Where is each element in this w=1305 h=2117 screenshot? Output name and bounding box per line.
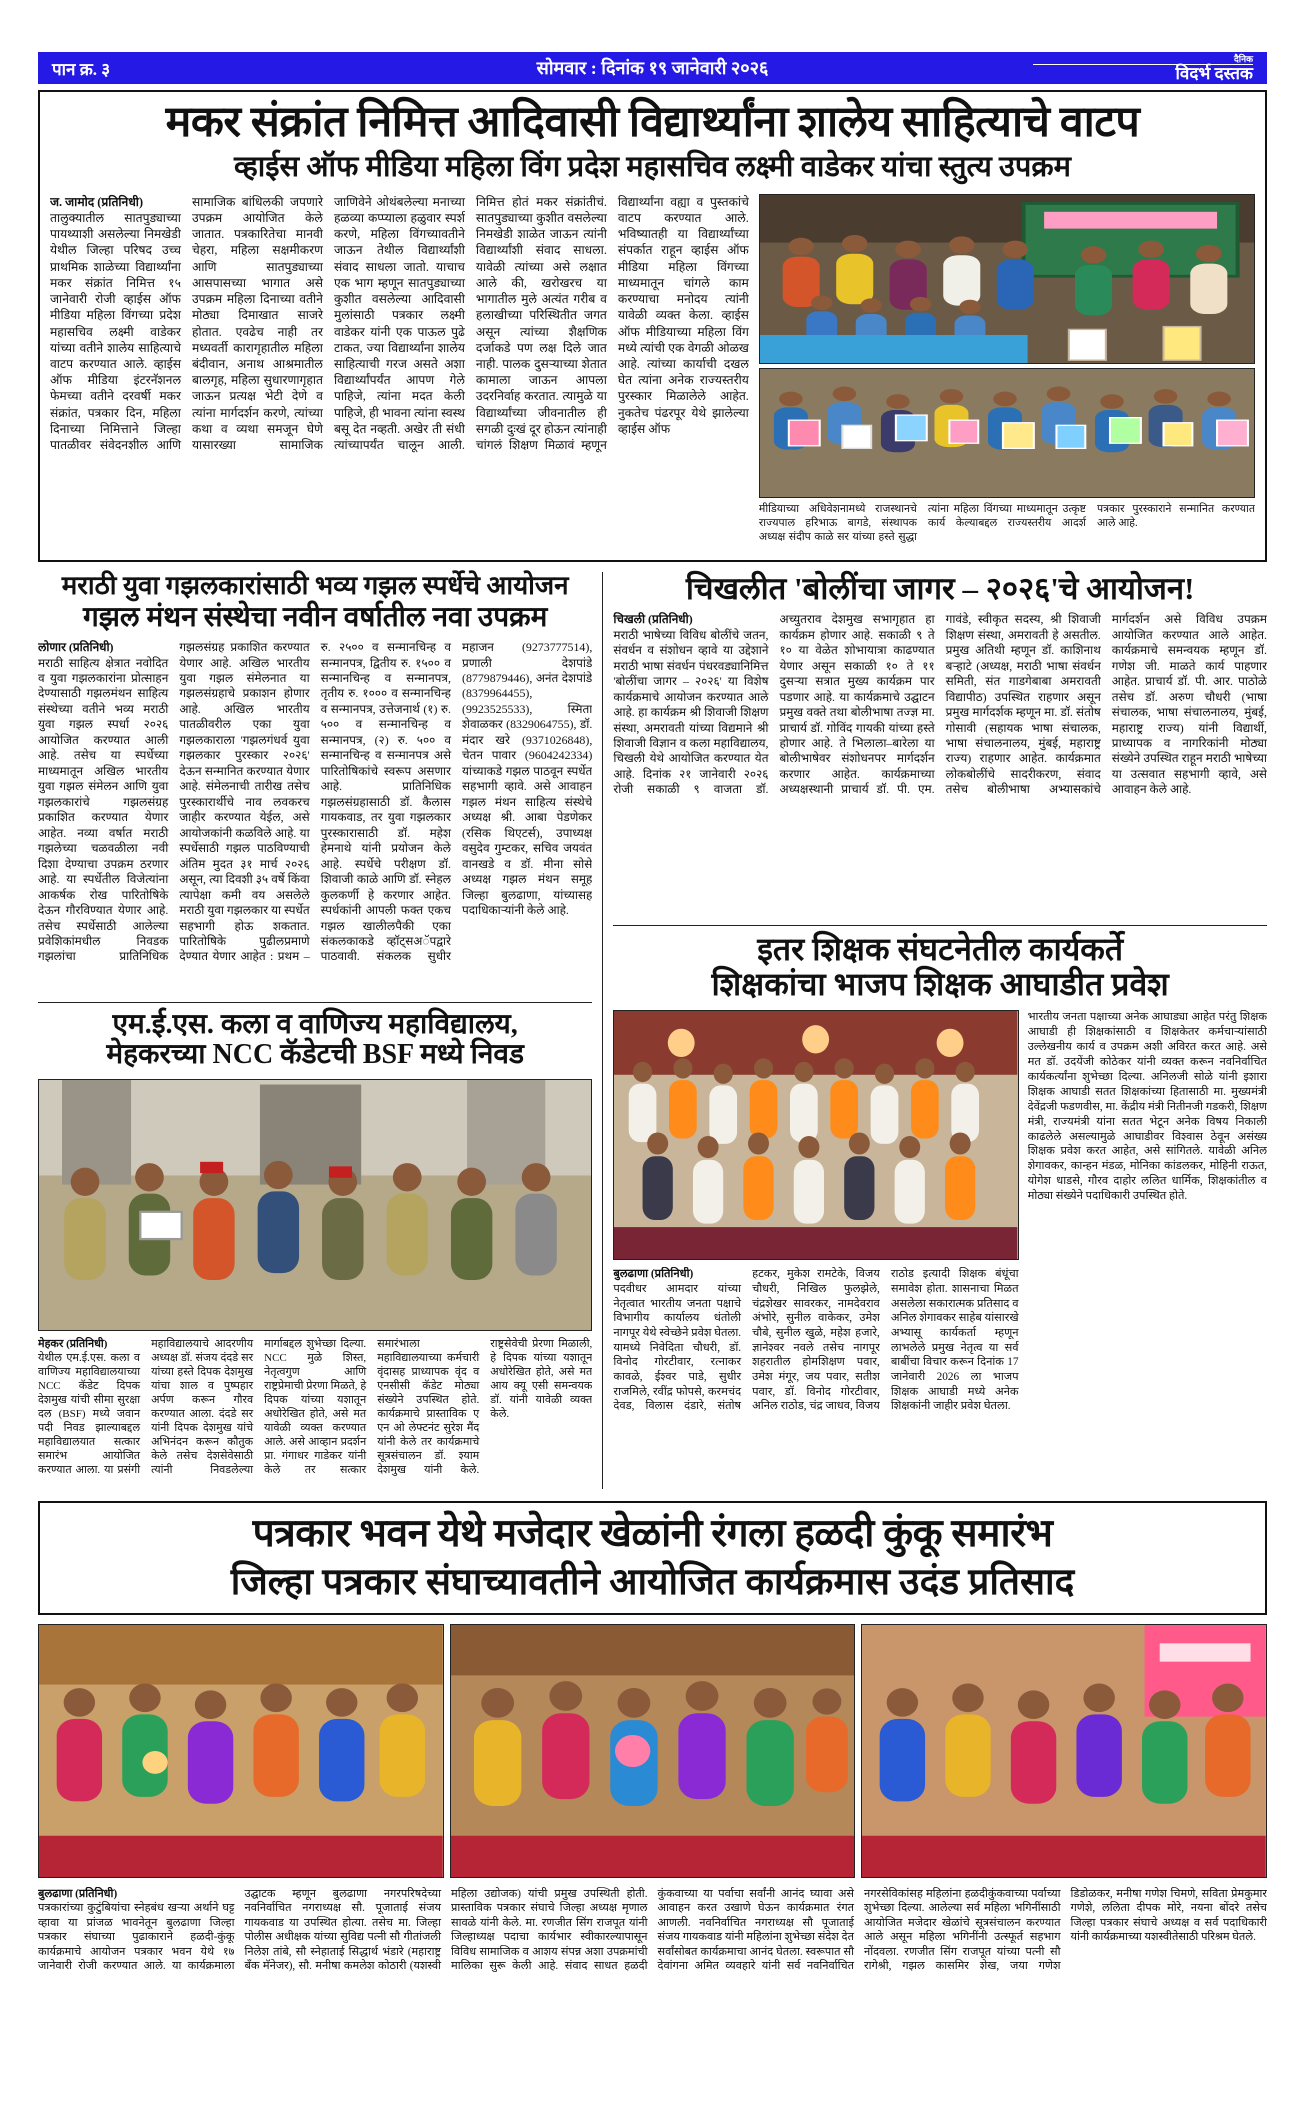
- chikhli-dateline: चिखली (प्रतिनिधी): [613, 612, 693, 627]
- article-shikshak: [613, 925, 1267, 1482]
- brand-name: विदर्भ दस्तक: [1033, 64, 1253, 82]
- shikshak-headline-line1: इतर शिक्षक संघटनेतील कार्यकर्ते: [757, 931, 1124, 968]
- ncc-headline-line1: एम.ई.एस. कला व वाणिज्य महाविद्यालय,: [112, 1009, 518, 1041]
- article-chikhli: [613, 572, 1267, 915]
- article-ghazal: [38, 572, 592, 992]
- ncc-body: मेहकर (प्रतिनिधी) येथील एम.ई.एस. कला व वाणिज्य महाविद्यालयाच्या NCC कॅडेट दिपक देशमुख यांची सीमा सुरक्षा दल (BSF) मध्ये जवान पदी निवड झाल्याबद्दल महाविद्यालयात सत्कार समारंभ आयोजित करण्यात आला. या प्रसंगी महाविद्यालयाचे आदरणीय अध्यक्ष डॉ. संजय दंदडे सर यांच्या हस्ते दिपक देशमुख यांचा शाल व पुष्पहार अर्पण करून गौरव करण्यात आला. दंदडे सर यांनी दिपक देशमुख यांचे अभिनंदन करून कौतुक केले तसेच देशसेवेसाठी त्यांनी निवडलेल्या मार्गाबद्दल शुभेच्छा दिल्या. NCC मुळे शिस्त, नेतृत्वगुण आणि राष्ट्रप्रेमाची प्रेरणा मिळते, हे दिपक यांच्या यशातून अधोरेखित होते, असे मत यावेळी व्यक्त करण्यात आले. असे आव्हान प्रदर्शन प्रा. गंगाधर गाडेकर यांनी केले तर सत्कार समारंभाला महाविद्यालयाच्या कर्मचारी वृंदासह प्राध्यापक वृंद व एनसीसी कॅडेट मोठ्या संख्येने उपस्थित होते. कार्यक्रमाचे प्रास्ताविक ए एन ओ लेफ्टनंट सुरेश मैंद यांनी केले तर कार्यक्रमाचे सूत्रसंचालन डॉ. श्याम देशमुख यांनी केले. राष्ट्रसेवेची प्रेरणा मिळाली, हे दिपक यांच्या यशातून अधोरेखित होते, असे मत आय क्यू एसी समन्वयक डॉ. यांनी यावेळी व्यक्त केले.: [38, 1337, 593, 1477]
- haldi-headline-line1: पत्रकार भवन येथे मजेदार खेळांनी रंगला हळदी कुंकू समारंभ: [252, 1511, 1053, 1555]
- masthead-bar: [38, 52, 1267, 84]
- haldi-headline-box: [38, 1501, 1267, 1615]
- haldi-photo-strip: [38, 1624, 1267, 1878]
- issue-date: सोमवार : दिनांक १९ जानेवारी २०२६: [536, 58, 769, 78]
- main-dateline: ज. जामोद (प्रतिनिधी): [50, 194, 144, 209]
- shikshak-body-right-column: भारतीय जनता पक्षाच्या अनेक आघाड्या आहेत परंतु शिक्षक आघाडी ही शिक्षकांसाठी व शिक्षकेतर कर्मचाऱ्यांसाठी उल्लेखनीय कार्य व उपक्रम अशी अविरत करत आहे. असे मत डॉ. उदयेंजी कोठेकर यांनी व्यक्त करून नवनिर्वाचित कार्यकर्त्यांना शुभेच्छा दिल्या. अनिलजी सोळे यांनी इशारा शिक्षक आघाडी सतत शिक्षकांच्या हितासाठी मा. मुख्यमंत्री देवेंद्रजी फडणवीस, मा. केंद्रीय मंत्री नितीनजी गडकरी, शिक्षण मंत्री, राज्यमंत्री यांना सतत भेटून अनेक विषय निकाली काढलेले असल्यामुळे आघाडीवर विश्वास ठेवून असंख्य शिक्षक प्रवेश करत आहेत, असे सांगितले. यावेळी अनिल शेगावकर, कान्हन मंडळ, मोनिका कांडलकर, मोहिनी राऊत, योगेश धाडसे, गौरव दाहोर ललित धार्मिक, शिक्षकांतील व मोठ्या संख्येने पदाधिकारी उपस्थित होते.: [1027, 1011, 1267, 1203]
- brand-daily-label: दैनिक: [1233, 53, 1253, 64]
- left-column-stack: [38, 572, 603, 1489]
- article-ncc: [38, 1002, 592, 1488]
- classroom-felicitation-photo: [759, 194, 1255, 364]
- haldi-body: बुलढाणा (प्रतिनिधी) पत्रकारांच्या कुटुंबियांचा स्नेहबंध खऱ्या अर्थाने घट्ट व्हावा या प्रांजळ भावनेतून बुलढाणा जिल्हा पत्रकार संघाच्या पुढाकाराने हळदी-कुंकू कार्यक्रमाचे आयोजन पत्रकार भवन येथे १७ जानेवारी रोजी करण्यात आले. या कार्यक्रमाला उद्घाटक म्हणून बुलढाणा नगरपरिषदेच्या नवनिर्वाचित नगराध्यक्ष सौ. पूजाताई संजय गायकवाड या उपस्थित होत्या. तसेच मा. जिल्हा पोलीस अधीक्षक यांच्या सुविद्य पत्नी सौ गीतांजली निलेश तांबे, सौ स्नेहाताई सिद्धार्थ भंडारे (महाराष्ट्र बँक मॅनेजर), सौ. मनीषा कमलेश कोठारी (यशस्वी महिला उद्योजक) यांची प्रमुख उपस्थिती होती. प्रास्ताविक पत्रकार संघाचे जिल्हा अध्यक्ष मृणाल सावळे यांनी केले. मा. रणजीत सिंग राजपूत यांनी जिल्हाध्यक्ष पदाचा कार्यभार स्वीकारल्यापासून विविध सामाजिक व आशय संपन्न अशा उपक्रमांची मालिका सुरू केली आहे. संवाद साधत हळदी कुंकवाच्या या पर्वाचा सर्वांनी आनंद घ्यावा असे आवाहन करत उखाणे घेऊन कार्यक्रमात रंगत आणली. नवनिर्वाचित नगराध्यक्ष सौ पूजाताई संजय गायकवाड यांनी महिलांना शुभेच्छा संदेश देत सर्वांसोबत कार्यक्रमाचा आनंद घेतला. स्वरूपात सौ देवांगना अमित व्यवहारे यांनी सर्व नवनिर्वाचित नगरसेविकांसह महिलांना हळदीकुंकवाच्या पर्वाच्या शुभेच्छा दिल्या. आलेल्या सर्व महिला भगिनींसाठी आयोजित मजेदार खेळांचे सूत्रसंचालन करण्यात आले असून महिला भगिनींनी उत्स्फूर्त सहभाग नोंदवला. रणजीत सिंग राजपूत यांच्या पत्नी सौ रागेश्री, गझल कासमिर शेख, जया गणेश डिडोळकर, मनीषा गणेश चिमणे, सविता प्रेमकुमार गणेशे, ललिता दीपक मोरे, नयना बोंदरे तसेच जिल्हा पत्रकार संघाचे अध्यक्ष व सर्व पदाधिकारी यांनी कार्यक्रमाच्या यशस्वीतेसाठी परिश्रम घेतले.: [38, 1887, 1267, 1973]
- ghazal-subheadline: गझल मंथन संस्थेचा नवीन वर्षातील नवा उपक्रम: [82, 601, 548, 633]
- article-main: [38, 90, 1267, 562]
- ncc-dateline: मेहकर (प्रतिनिधी): [38, 1337, 108, 1350]
- main-headline: मकर संक्रांत निमित्त आदिवासी विद्यार्थ्यांना शालेय साहित्याचे वाटप: [165, 99, 1140, 146]
- shikshak-body-below-photo: बुलढाणा (प्रतिनिधी) पदवीधर आमदार यांच्या नेतृत्वात भारतीय जनता पक्षाचे विभागीय कार्यालय धंतोली नागपूर येथे स्वेच्छेने प्रवेश घेतला. यामध्ये निवेदिता चौधरी, डॉ. विनोद गोरटीवार, रत्नाकर कावळे, ईश्वर पाडे, सुधीर राजमिले, रवींद्र फोपसे, करमचंद देवड, विलास दंडारे, संतोष हटकर, मुकेश रामटेके, विजय चौधरी, निखिल फुलझेले, चंद्रशेखर सावरकर, नामदेवराव अंभोरे, सुनील वाकेकर, उमेश चौबे, सुनील खुळे, महेश हजारे, ज्ञानेश्वर नवले तसेच नागपूर शहरातील होमशिक्षण पवार, उमेश मंगूर, जय पवार, सतीश पवार, डॉ. विनोद गोरटीवार, अनिल राठोड, चंद्र जाधव, विजय राठोड इत्यादी शिक्षक बंधूंचा समावेश होता. शासनाचा मिळत असलेला सकारात्मक प्रतिसाद व अनिल शेगावकर साहेब यांसारखे अभ्यासू कार्यकर्ता म्हणून लाभलेले प्रमुख नेतृत्व या सर्व बाबींचा विचार करून दिनांक 17 जानेवारी 2026 ला भाजप शिक्षक आघाडी मध्ये अनेक शिक्षकांनी जाहीर प्रवेश घेतला.: [613, 1268, 1019, 1413]
- right-column-stack: [603, 572, 1267, 1489]
- haldi-photo-right: [861, 1624, 1267, 1878]
- bjp-teachers-group-photo: [613, 1010, 1018, 1260]
- main-subheadline: व्हाईस ऑफ मीडिया महिला विंग प्रदेश महासचिव लक्ष्मी वाडेकर यांचा स्तुत्य उपक्रम: [234, 151, 1071, 184]
- ncc-felicitation-photo: [38, 1079, 592, 1331]
- shikshak-dateline: बुलढाणा (प्रतिनिधी): [613, 1268, 694, 1281]
- page-number: पान क्र. ३: [52, 59, 111, 79]
- ghazal-dateline: लोणार (प्रतिनिधी): [38, 640, 114, 655]
- ncc-headline-line2: मेहकरच्या NCC कॅडेटची BSF मध्ये निवड: [106, 1039, 524, 1071]
- ghazal-body: लोणार (प्रतिनिधी) मराठी साहित्य क्षेत्रात नवोदित व युवा गझलकारांना प्रोत्साहन देण्यासाठी गझलमंथन साहित्य संस्थेच्या वतीने भव्य मराठी युवा गझल स्पर्धा २०२६ आयोजित करण्यात आली आहे. तसेच या स्पर्धेच्या माध्यमातून अखिल भारतीय युवा गझल संमेलन आणि युवा गझलकारांचे गझलसंग्रह प्रकाशित करण्यात येणार आहेत. नव्या वर्षात मराठी गझलेच्या चळवळीला नवी दिशा देण्याचा उपक्रम ठरणार आहे. या स्पर्धेतील विजेत्यांना आकर्षक रोख पारितोषिके देऊन गौरविण्यात येणार आहे. तसेच स्पर्धेसाठी आलेल्या प्रवेशिकांमधील निवडक गझलांचा प्रातिनिधिक गझलसंग्रह प्रकाशित करण्यात येणार आहे. अखिल भारतीय युवा गझल संमेलनात या गझलसंग्रहाचे प्रकाशन होणार आहे. अखिल भारतीय पातळीवरील एका युवा गझलकाराला 'गझलगंधर्व युवा गझलकार पुरस्कार २०२६' देऊन सन्मानित करण्यात येणार आहे. संमेलनाची तारीख तसेच पुरस्कारार्थीचे नाव लवकरच जाहीर करण्यात येईल, असे आयोजकांनी कळविले आहे. या स्पर्धेसाठी गझल पाठविण्याची अंतिम मुदत ३१ मार्च २०२६ असून, त्या दिवशी ३५ वर्षे किंवा त्यापेक्षा कमी वय असलेले मराठी युवा गझलकार या स्पर्धेत सहभागी होऊ शकतात. पारितोषिके पुढीलप्रमाणे देण्यात येणार आहेत : प्रथम – रु. २५०० व सन्मानचिन्ह व सन्मानपत्र, द्वितीय रु. १५०० व सन्मानचिन्ह व सन्मानपत्र, तृतीय रु. १००० व सन्मानचिन्ह व सन्मानपत्र, उत्तेजनार्थ (१) रु. ५०० व सन्मानचिन्ह व सन्मानपत्र, (२) रु. ५०० व सन्मानचिन्ह व सन्मानपत्र असे पारितोषिकांचे स्वरूप असणार आहे. प्रातिनिधिक गझलसंग्रहासाठी डॉ. कैलास गायकवाड, तर युवा गझलकार पुरस्कारासाठी डॉ. महेश हेमनाथे यांनी प्रयोजन केले आहे. स्पर्धेचे परीक्षण डॉ. शिवाजी काळे आणि डॉ. स्नेहल कुलकर्णी हे करणार आहेत. स्पर्धकांनी आपली फक्त एकच गझल खालीलपैकी एका संकलकाकडे व्हॉट्सअॅपद्वारे पाठवावी. संकलक सुधीर महाजन (9273777514), प्रणाली देशपांडे (8779879446), अनंत देशपांडे (8379964455), (9923525533), स्मिता शेवाळकर (8329064755), डॉ. मंदार खरे (9371026848), चेतन पावार (9604242334) यांच्याकडे गझल पाठवून स्पर्धेत सहभागी व्हावे. असे आवाहन गझल मंथन साहित्य संस्थेचे अध्यक्ष श्री. आबा पेडणेकर (रसिक थिएटर्स), उपाध्यक्ष वसुदेव गुम्टकर, सचिव जयवंत वानखडे व डॉ. मीना सोसे अध्यक्ष गझल मंथन समूह जिल्हा बुलढाणा, यांच्यासह पदाधिकाऱ्यांनी केले आहे.: [38, 640, 593, 964]
- haldi-headline-line2: जिल्हा पत्रकार संघाच्यावतीने आयोजित कार्यक्रमास उदंड प्रतिसाद: [230, 1561, 1075, 1603]
- main-photo-column: [759, 194, 1255, 550]
- chikhli-body: चिखली (प्रतिनिधी) मराठी भाषेच्या विविध बोलींचे जतन, संवर्धन व संशोधन व्हावे या उद्देशाने मराठी भाषा संवर्धन पंधरवड्यानिमित्त 'बोलींचा जागर – २०२६' या विशेष कार्यक्रमाचे आयोजन करण्यात आले आहे. हा कार्यक्रम श्री शिवाजी शिक्षण संस्था, अमरावती यांच्या विद्यमाने श्री शिवाजी विज्ञान व कला महाविद्यालय, चिखली येथे आयोजित करण्यात येत आहे. दिनांक २१ जानेवारी २०२६ रोजी सकाळी ९ वाजता डॉ. अच्युतराव देशमुख सभागृहात हा कार्यक्रम होणार आहे. सकाळी ९ ते १० या वेळेत शोभायात्रा काढण्यात येणार असून सकाळी १० ते ११ दुसऱ्या सत्रात मुख्य कार्यक्रम पार पडणार आहे. या कार्यक्रमाचे उद्घाटन प्रमुख वक्ते तथा बोलीभाषा तज्ज्ञ मा. प्राचार्य डॉ. गोविंद गायकी यांच्या हस्ते होणार आहे. ते भिलाला–बारेला या बोलीभाषेवर संशोधनपर मार्गदर्शन करणार आहेत. कार्यक्रमाच्या अध्यक्षस्थानी प्राचार्य डॉ. पी. एम. गावंडे, स्वीकृत सदस्य, श्री शिवाजी शिक्षण संस्था, अमरावती हे असतील. प्रमुख अतिथी म्हणून डॉ. काशिनाथ बऱ्हाटे (अध्यक्ष, मराठी भाषा संवर्धन समिती, संत गाडगेबाबा अमरावती विद्यापीठ) उपस्थित राहणार असून प्रमुख मार्गदर्शक म्हणून मा. डॉ. संतोष गोसावी (सहायक भाषा संचालक, भाषा संचालनालय, मुंबई, महाराष्ट्र राज्य) राहणार आहेत. कार्यक्रमात लोकबोलींचे सादरीकरण, संवाद तसेच बोलीभाषा अभ्यासकांचे मार्गदर्शन असे विविध उपक्रम आयोजित करण्यात आले आहेत. कार्यक्रमाचे समन्वयक म्हणून डॉ. गणेश जी. माळते कार्य पाहणार आहेत. प्राचार्य डॉ. पी. आर. पाठोळे तसेच डॉ. अरुण चौधरी (भाषा संचालक, भाषा संचालनालय, मुंबई, महाराष्ट्र राज्य) यांनी विद्यार्थी, प्राध्यापक व नागरिकांनी मोठ्या संख्येने उपस्थित राहून मराठी भाषेच्या या उत्सवात सहभागी व्हावे, असे आवाहन केले आहे.: [613, 612, 1267, 797]
- haldi-dateline: बुलढाणा (प्रतिनिधी): [38, 1887, 118, 1900]
- newspaper-brand: [1033, 55, 1253, 82]
- haldi-photo-middle: [450, 1624, 856, 1878]
- ghazal-headline: मराठी युवा गझलकारांसाठी भव्य गझल स्पर्धेचे आयोजन: [61, 570, 569, 600]
- children-notebooks-photo: [759, 368, 1255, 498]
- main-body: ज. जामोद (प्रतिनिधी) तालुक्यातील सातपुड्याच्या पायथ्याशी असलेल्या निमखेडी येथील जिल्हा परिषद उच्च प्राथमिक शाळेच्या विद्यार्थ्यांना मकर संक्रांत निमित्त १५ जानेवारी रोजी व्हाईस ऑफ मीडिया महिला विंगच्या प्रदेश महासचिव लक्ष्मी वाडेकर यांच्या वतीने शालेय साहित्याचे वाटप करण्यात आले. व्हाईस ऑफ मीडिया इंटरनॅशनल फेमच्या वतीने दरवर्षी मकर संक्रांत, पत्रकार दिन, महिला दिनाच्या निमित्ताने जिल्हा पातळीवर संवेदनशील आणि सामाजिक बांधिलकी जपणारे उपक्रम आयोजित केले जातात. पत्रकारितेचा मानवी चेहरा, महिला सक्षमीकरण आणि सातपुड्याच्या आसपासच्या भागात असे उपक्रम महिला दिनाच्या वतीने मोठ्या दिमाखात साजरे होतात. एवढेच नाही तर मध्यवर्ती कारागृहातील महिला बंदीवान, अनाथ आश्रमातील बालगृह, महिला सुधारणागृहात जाऊन प्रत्यक्ष भेटी देणे व त्यांना मार्गदर्शन करणे, त्यांच्या कथा व व्यथा समजून घेणे यासारख्या सामाजिक जाणिवेने ओथंबलेल्या मनाच्या हळव्या कप्प्याला हळुवार स्पर्श करणे, महिला विंगच्यावतीने जाऊन तेथील विद्यार्थ्यांशी संवाद साधला जातो. याचाच एक भाग म्हणून सातपुड्याच्या कुशीत वसलेल्या आदिवासी मुलांसाठी पत्रकार लक्ष्मी वाडेकर यांनी एक पाऊल पुढे टाकत, ज्या विद्यार्थ्यांना शालेय साहित्याची गरज असते अशा विद्यार्थ्यांपर्यंत आपण गेले पाहिजे, त्यांना मदत केली पाहिजे, ही भावना त्यांना स्वस्थ बसू देत नव्हती. अखेर ती संधी त्यांच्यापर्यंत चालून आली. निमित्त होतं मकर संक्रांतीचं. सातपुड्याच्या कुशीत वसलेल्या निमखेडी शाळेत जाऊन त्यांनी विद्यार्थ्यांशी संवाद साधला. यावेळी त्यांच्या असे लक्षात आले की, खरोखरच या भागातील मुले अत्यंत गरीब व हलाखीच्या परिस्थितीत जगत असून त्यांच्या शैक्षणिक दर्जाकडे पण लक्ष दिले जात नाही. पालक दुसऱ्याच्या शेतात कामाला जाऊन आपला उदरनिर्वाह करतात. त्यामुळे या विद्यार्थ्यांच्या जीवनातील ही सगळी दुःखं दूर होऊन त्यांनाही चांगलं शिक्षण मिळावं म्हणून विद्यार्थ्यांना वह्या व पुस्तकांचे वाटप करण्यात आले. भविष्यातही या विद्यार्थ्यांच्या संपर्कात राहून व्हाईस ऑफ मीडिया महिला विंगच्या माध्यमातून चांगले काम करण्याचा मनोदय त्यांनी यावेळी व्यक्त केला. व्हाईस ऑफ मीडियाच्या महिला विंग मध्ये त्यांची एक वेगळी ओळख आहे. त्यांच्या कार्याची दखल घेत त्यांना अनेक राज्यस्तरीय पुरस्कार मिळालेले आहेत. नुकतेच पंढरपूर येथे झालेल्या व्हाईस ऑफ: [50, 194, 749, 453]
- haldi-photo-left: [38, 1624, 444, 1878]
- shikshak-headline-line2: शिक्षकांचा भाजप शिक्षक आघाडीत प्रवेश: [711, 965, 1169, 1002]
- chikhli-headline: चिखलीत 'बोलींचा जागर – २०२६'चे आयोजन!: [685, 570, 1195, 606]
- article-haldi-kunku: [38, 1501, 1267, 2099]
- main-photo-caption: मीडियाच्या अधिवेशनामध्ये राजस्थानचे राज्यपाल हरिभाऊ बागडे, संस्थापक अध्यक्ष संदीप काळे सर यांच्या हस्ते सुद्धा त्यांना महिला विंगच्या माध्यमातून उत्कृष्ट कार्य केल्याबद्दल राज्यस्तरीय आदर्श पत्रकार पुरस्काराने सन्मानित करण्यात आले आहे.: [758, 502, 1255, 543]
